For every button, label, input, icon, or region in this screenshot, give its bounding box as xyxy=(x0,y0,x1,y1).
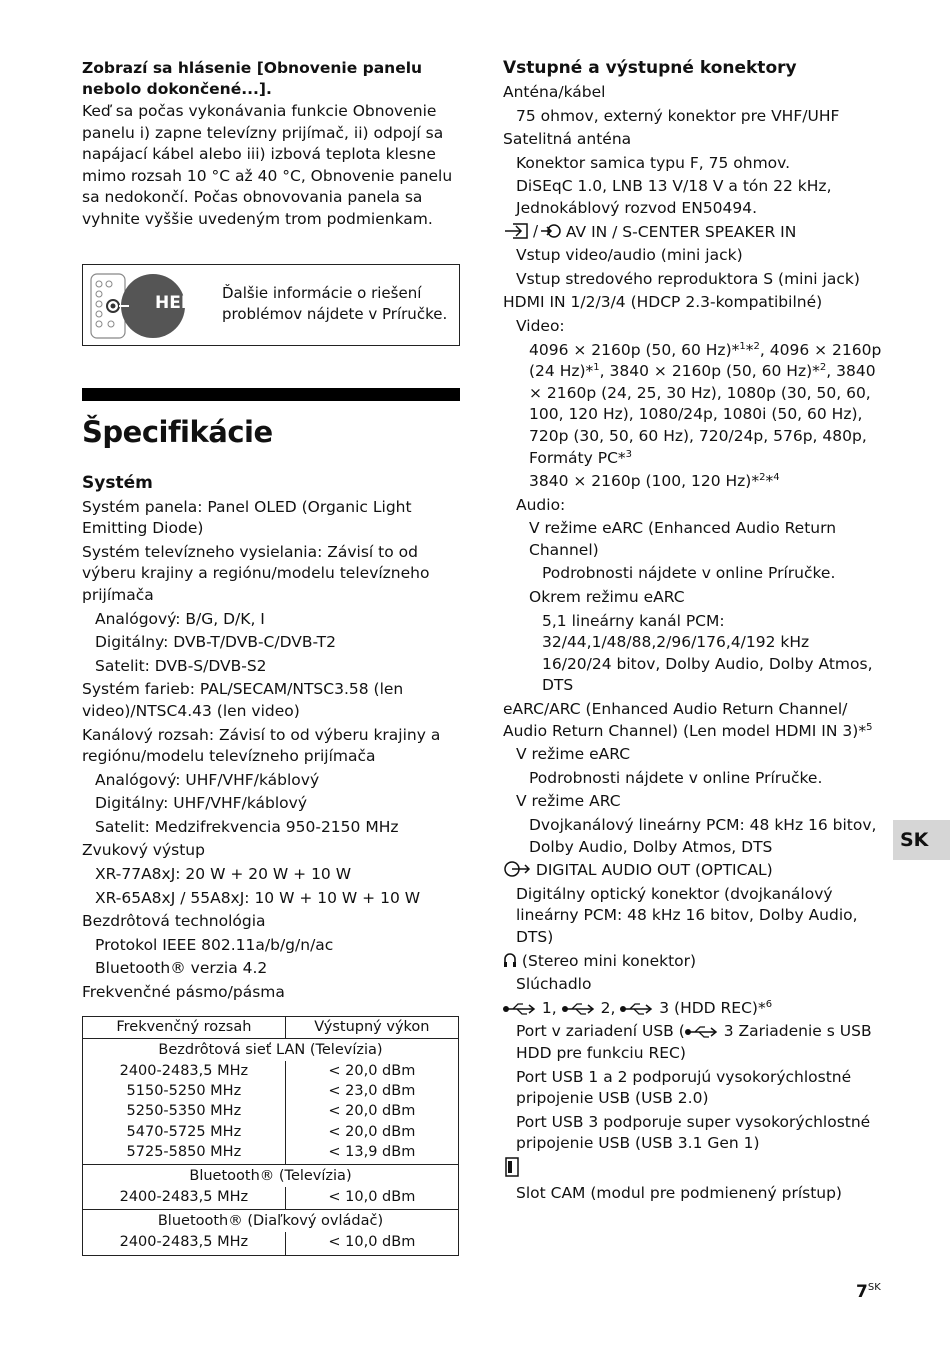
io-line: 5,1 lineárny kanál PCM: 32/44,1/48/88,2/96/176,4/192 kHz 16/20/24 bitov, Dolby Audio, Dolby Atmos, DTS xyxy=(542,611,873,695)
av-in-icon xyxy=(503,222,561,240)
language-tab: SK xyxy=(893,820,950,860)
system-line: Digitálny: DVB-T/DVB-C/DVB-T2 xyxy=(95,633,336,652)
svg-text:/: / xyxy=(533,221,539,240)
system-line: Bezdrôtová technológia xyxy=(82,912,266,931)
io-line: eARC/ARC (Enhanced Audio Return Channel/ Audio Return Channel) (Len model HDMI IN 3)*$^5$ xyxy=(503,700,873,740)
help-badge: HELP xyxy=(155,292,205,313)
io-line: Okrem režimu eARC xyxy=(529,588,685,607)
io-line: Dvojkanálový lineárny PCM: 48 kHz 16 bitov, Dolby Audio, Dolby Atmos, DTS xyxy=(529,816,877,856)
system-line: Frekvenčné pásmo/pásma xyxy=(82,983,285,1002)
table-cell: < 23,0 dBm xyxy=(285,1081,458,1101)
section-title: Špecifikácie xyxy=(82,414,273,449)
table-cell: 2400-2483,5 MHz xyxy=(83,1187,286,1210)
headphones-icon xyxy=(503,951,517,969)
io-line: Anténa/kábel xyxy=(503,83,606,101)
io-line: Podrobnosti nájdete v online Príručke. xyxy=(542,564,836,583)
table-cell: < 13,9 dBm xyxy=(285,1142,458,1165)
cam-slot-icon xyxy=(503,1157,521,1177)
table-group-row xyxy=(83,1165,459,1188)
group-title: Bezdrôtová sieť LAN (Televízia) xyxy=(83,1038,459,1061)
io-line: V režime ARC xyxy=(516,792,621,811)
table-cell: 5470-5725 MHz xyxy=(83,1122,286,1142)
usb-icon xyxy=(503,1002,537,1016)
table-row xyxy=(83,1142,459,1165)
system-line: Satelit: DVB-S/DVB-S2 xyxy=(95,656,267,675)
system-line: Digitálny: UHF/VHF/káblový xyxy=(95,794,307,813)
table-cell: 5250-5350 MHz xyxy=(83,1101,286,1121)
io-line: Konektor samica typu F, 75 ohmov. xyxy=(516,153,791,172)
io-line: DiSEqC 1.0, LNB 13 V/18 V a tón 22 kHz, Jednokáblový rozvod EN50494. xyxy=(516,177,832,217)
table-group-row xyxy=(83,1038,459,1061)
io-line: Vstup stredového reproduktora S (mini jack) xyxy=(516,269,860,288)
table-header-row xyxy=(83,1016,459,1038)
table-row xyxy=(83,1187,459,1210)
io-line: Slot CAM (modul pre podmienený prístup) xyxy=(516,1183,842,1202)
io-line: 75 ohmov, externý konektor pre VHF/UHF xyxy=(516,106,840,125)
io-line: DIGITAL AUDIO OUT (OPTICAL) xyxy=(503,860,883,882)
group-title: Bluetooth® (Diaľkový ovládač) xyxy=(83,1210,459,1233)
io-line: V režime eARC (Enhanced Audio Return Channel) xyxy=(529,519,837,559)
frequency-table xyxy=(82,1016,459,1256)
table-cell: 2400-2483,5 MHz xyxy=(83,1232,286,1255)
io-line: 4096 × 2160p (50, 60 Hz)*$^1$*$^2$, 4096 × 2160p (24 Hz)*$^1$, 3840 × 2160p (50, 60 Hz)*$^2$, 3840 × 2160p (24, 25, 30 Hz), 1080p (30, 50, 60, 100, 120 Hz), 1080/24p, 1080i (50, 60 Hz), 720p (30, 50, 60 Hz), 720/24p, 576p, 480p, Formáty PC*$^3$ xyxy=(529,340,882,467)
optical-out-icon xyxy=(503,860,531,878)
table-group-row xyxy=(83,1210,459,1233)
io-line: Satelitná anténa xyxy=(503,130,632,149)
table-row xyxy=(83,1232,459,1255)
io-line: Digitálny optický konektor (dvojkanálový lineárny PCM: 48 kHz 16 bitov, Dolby Audio, DTS) xyxy=(516,884,858,946)
help-box xyxy=(82,264,460,346)
system-line: Analógový: B/G, D/K, I xyxy=(95,609,265,628)
system-line: XR-65A8xJ / 55A8xJ: 10 W + 10 W + 10 W xyxy=(95,888,421,907)
io-title: Vstupné a výstupné konektory xyxy=(503,58,797,78)
io-line xyxy=(503,1157,883,1181)
table-cell: < 10,0 dBm xyxy=(285,1187,458,1210)
io-line: Slúchadlo xyxy=(516,975,592,994)
io-line: HDMI IN 1/2/3/4 (HDCP 2.3-kompatibilné) xyxy=(503,293,823,312)
io-line: Vstup video/audio (mini jack) xyxy=(516,246,743,265)
system-line: Kanálový rozsah: Závisí to od výberu krajiny a regiónu/modelu televízneho prijímača xyxy=(82,725,441,766)
io-line: Port v zariadení USB ( 3 Zariadenie s USB HDD pre funkciu REC) xyxy=(516,1022,872,1062)
system-line: Zvukový výstup xyxy=(82,841,205,860)
system-title: Systém xyxy=(82,472,153,493)
help-text: Ďalšie informácie o riešení problémov nájdete v Príručke. xyxy=(222,283,448,323)
page-number: $7^{SK}$ xyxy=(856,1282,881,1302)
io-line: / AV IN / S-CENTER SPEAKER IN xyxy=(503,222,883,244)
table-row xyxy=(83,1081,459,1101)
table-cell: 2400-2483,5 MHz xyxy=(83,1061,286,1081)
io-line: Video: xyxy=(516,316,565,335)
column-header: Výstupný výkon xyxy=(285,1016,458,1038)
system-line: Systém televízneho vysielania: Závisí to od výberu krajiny a regiónu/modelu televízneho prijímača xyxy=(82,542,430,604)
table-row xyxy=(83,1061,459,1081)
table-cell: < 20,0 dBm xyxy=(285,1101,458,1121)
usb-icon xyxy=(620,1002,654,1016)
section-bar xyxy=(82,388,460,401)
usb-icon xyxy=(685,1025,719,1039)
io-line: Audio: xyxy=(516,495,566,514)
table-cell: < 20,0 dBm xyxy=(285,1122,458,1142)
system-line: Systém panela: Panel OLED (Organic Light Emitting Diode) xyxy=(82,497,412,538)
system-line: XR-77A8xJ: 20 W + 20 W + 10 W xyxy=(95,865,352,884)
io-line: (Stereo mini konektor) xyxy=(503,951,883,973)
system-line: Bluetooth® verzia 4.2 xyxy=(95,959,268,978)
io-line: Podrobnosti nájdete v online Príručke. xyxy=(529,768,823,787)
group-title: Bluetooth® (Televízia) xyxy=(83,1165,459,1188)
left-column xyxy=(82,58,460,1256)
system-line: Satelit: Medzifrekvencia 950-2150 MHz xyxy=(95,817,399,836)
table-cell: < 10,0 dBm xyxy=(285,1232,458,1255)
table-cell: 5725-5850 MHz xyxy=(83,1142,286,1165)
right-column xyxy=(503,58,883,1204)
system-line: Protokol IEEE 802.11a/b/g/n/ac xyxy=(95,935,334,954)
io-line: 1, 2, 3 (HDD REC)*$^6$ xyxy=(503,998,883,1020)
table-cell: < 20,0 dBm xyxy=(285,1061,458,1081)
note-title: Zobrazí sa hlásenie [Obnovenie panelu nebolo dokončené...]. xyxy=(82,59,423,98)
system-specs xyxy=(82,497,460,1004)
io-line: 3840 × 2160p (100, 120 Hz)*$^2$*$^4$ xyxy=(529,472,780,491)
io-line: Port USB 1 a 2 podporujú vysokorýchlostné pripojenie USB (USB 2.0) xyxy=(516,1067,852,1108)
column-header: Frekvenčný rozsah xyxy=(83,1016,286,1038)
io-specs xyxy=(503,82,883,1204)
io-line: Port USB 3 podporuje super vysokorýchlostné pripojenie USB (USB 3.1 Gen 1) xyxy=(516,1112,871,1153)
table-row xyxy=(83,1101,459,1121)
io-line: V režime eARC xyxy=(516,745,631,764)
system-line: Analógový: UHF/VHF/káblový xyxy=(95,770,320,789)
table-row xyxy=(83,1122,459,1142)
note-body: Keď sa počas vykonávania funkcie Obnovenie panelu i) zapne televízny prijímač, ii) odpojí sa napájací kábel alebo iii) izbová teplota klesne mimo rozsah 10 °C až 40 °C, Obnovenie panelu sa nedokončí. Počas obnovovania panela sa vyhnite vyššie uvedeným trom podmienkam. xyxy=(82,102,453,228)
system-line: Systém farieb: PAL/SECAM/NTSC3.58 (len video)/NTSC4.43 (len video) xyxy=(82,680,404,720)
table-cell: 5150-5250 MHz xyxy=(83,1081,286,1101)
usb-icon xyxy=(562,1002,596,1016)
